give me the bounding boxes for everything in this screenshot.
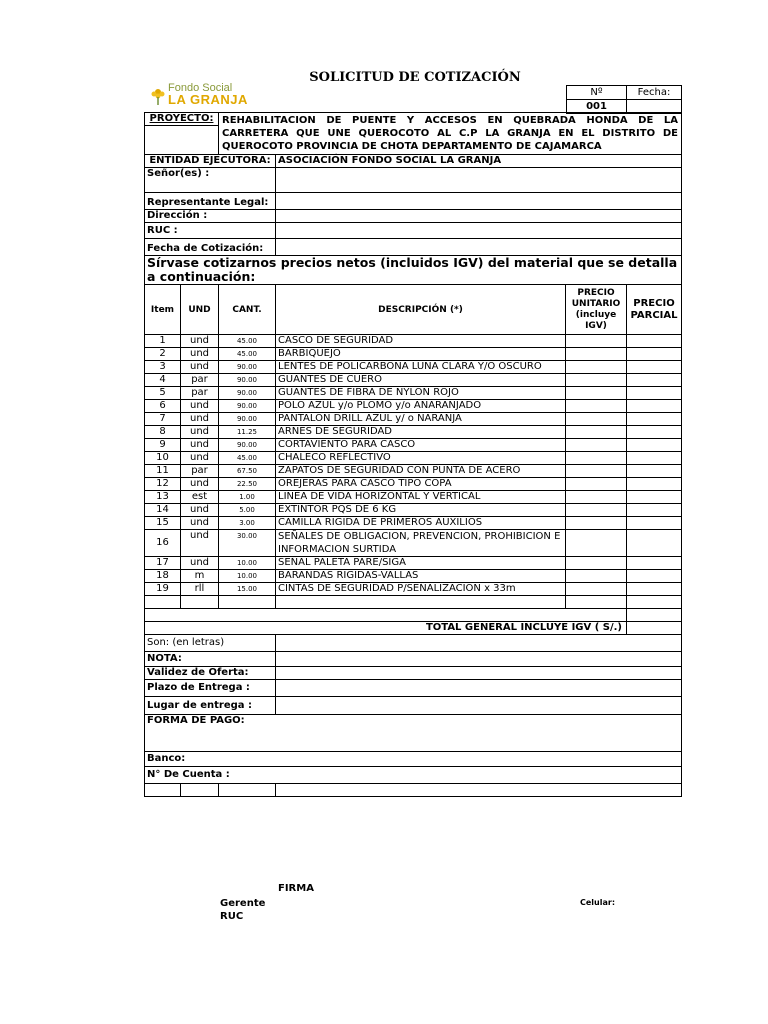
fecha-cotizacion-label: Fecha de Cotización: [145,239,276,256]
item-number: 3 [145,361,181,374]
item-unit: par [181,374,219,387]
item-partial-price[interactable] [627,504,682,517]
senor-label: Señor(es) : [145,168,276,193]
item-number: 12 [145,478,181,491]
item-number: 7 [145,413,181,426]
item-number: 11 [145,465,181,478]
senor-field[interactable] [276,168,682,193]
item-unit: und [181,478,219,491]
item-quantity: 3.00 [219,517,276,530]
item-partial-price[interactable] [627,413,682,426]
page-title: SOLICITUD DE COTIZACIÓN [309,70,521,85]
item-unit-price[interactable] [566,491,627,504]
item-partial-price[interactable] [627,374,682,387]
item-unit-price[interactable] [566,465,627,478]
item-unit-price[interactable] [566,583,627,596]
item-description: SEÑAL PALETA PARE/SIGA [276,557,566,570]
item-number: 10 [145,452,181,465]
firma-label: FIRMA [278,883,314,894]
item-unit: rll [181,583,219,596]
item-unit-price[interactable] [566,557,627,570]
item-description: CAMILLA RIGIDA DE PRIMEROS AUXILIOS [276,517,566,530]
item-unit: und [181,504,219,517]
item-partial-price[interactable] [627,517,682,530]
item-unit-price[interactable] [566,570,627,583]
proyecto-value: REHABILITACION DE PUENTE Y ACCESOS EN QUEBRADA HONDA DE LA CARRETERA QUE UNE QUEROCOTO AL C.P LA GRANJA EN EL DISTRITO DE QUEROCOTO PROVINCIA DE CHOTA DEPARTAMENTO DE CAJAMARCA [219,113,682,155]
item-quantity: 45.00 [219,452,276,465]
direccion-label: Dirección : [145,210,276,223]
item-unit-price[interactable] [566,361,627,374]
table-row [145,335,682,348]
col-precio-unitario: PRECIO UNITARIO (incluye IGV) [566,285,627,335]
item-description: ZAPATOS DE SEGURIDAD CON PUNTA DE ACERO [276,465,566,478]
item-unit-price[interactable] [566,348,627,361]
entidad-value: ASOCIACIÓN FONDO SOCIAL LA GRANJA [276,155,682,168]
item-quantity: 67.50 [219,465,276,478]
item-quantity: 90.00 [219,413,276,426]
items-body [145,335,682,609]
flower-icon [150,86,166,106]
item-description: POLO AZUL y/o PLOMO y/o ANARANJADO [276,400,566,413]
lugar-field[interactable] [276,697,682,715]
number-box [566,85,682,114]
item-partial-price[interactable] [627,570,682,583]
item-unit: und [181,439,219,452]
table-row [145,400,682,413]
item-unit-price[interactable] [566,335,627,348]
ruc-field[interactable] [276,223,682,239]
table-row [145,374,682,387]
col-item: Item [145,285,181,335]
celular-label: Celular: [580,898,616,907]
logo-top-text: Fondo Social [168,82,233,94]
quotation-table [144,112,682,797]
logo [150,82,260,110]
item-partial-price[interactable] [627,465,682,478]
item-number: 16 [145,530,181,557]
item-partial-price[interactable] [627,426,682,439]
empty-cell [627,596,682,609]
table-row [145,439,682,452]
empty-cell [276,596,566,609]
item-unit-price[interactable] [566,478,627,491]
blank-cell [627,609,682,622]
logo-bottom-text: LA GRANJA [168,92,248,107]
item-number: 14 [145,504,181,517]
item-unit-price[interactable] [566,530,627,557]
empty-cell [276,784,682,797]
item-partial-price[interactable] [627,387,682,400]
son-field[interactable] [276,635,682,652]
ruc-signature-label: RUC [220,911,244,922]
item-quantity: 90.00 [219,439,276,452]
item-quantity: 90.00 [219,387,276,400]
cuenta-label: N° De Cuenta : [145,767,682,784]
item-partial-price[interactable] [627,491,682,504]
table-row [145,504,682,517]
item-quantity: 1.00 [219,491,276,504]
item-unit-price[interactable] [566,400,627,413]
item-unit-price[interactable] [566,426,627,439]
item-quantity: 90.00 [219,400,276,413]
table-row [145,570,682,583]
item-quantity: 10.00 [219,570,276,583]
empty-cell [219,784,276,797]
col-precio-parcial: PRECIO PARCIAL [627,285,682,335]
ruc-label: RUC : [145,223,276,239]
proyecto-spacer [145,126,219,155]
item-unit: und [181,335,219,348]
item-partial-price[interactable] [627,557,682,570]
item-unit-price[interactable] [566,413,627,426]
item-description: BARANDAS RIGIDAS-VALLAS [276,570,566,583]
nota-label: NOTA: [145,652,276,667]
item-description: BARBIQUEJO [276,348,566,361]
intro-text: Sírvase cotizarnos precios netos (incluidos IGV) del material que se detalla a continuación: [145,256,682,285]
item-number: 8 [145,426,181,439]
item-unit-price[interactable] [566,387,627,400]
item-quantity: 5.00 [219,504,276,517]
item-unit: m [181,570,219,583]
item-partial-price[interactable] [627,335,682,348]
item-partial-price[interactable] [627,583,682,596]
item-partial-price[interactable] [627,452,682,465]
item-unit: und [181,557,219,570]
table-row [145,478,682,491]
item-unit: und [181,452,219,465]
item-number: 13 [145,491,181,504]
item-description: OREJERAS PARA CASCO TIPO COPA [276,478,566,491]
empty-cell [219,596,276,609]
item-description: GUANTES DE CUERO [276,374,566,387]
item-number: 5 [145,387,181,400]
empty-cell [181,596,219,609]
item-description: GUANTES DE FIBRA DE NYLON ROJO [276,387,566,400]
item-quantity: 90.00 [219,361,276,374]
item-description: SEÑALES DE OBLIGACION, PREVENCION, PROHIBICION E INFORMACION SURTIDA [276,530,566,557]
item-unit-price[interactable] [566,452,627,465]
empty-cell [566,596,627,609]
item-number: 6 [145,400,181,413]
item-number: 19 [145,583,181,596]
item-unit: und [181,413,219,426]
item-partial-price[interactable] [627,530,682,557]
item-unit: und [181,517,219,530]
plazo-label: Plazo de Entrega : [145,680,276,697]
blank-row [145,609,627,622]
gerente-label: Gerente [220,898,266,909]
table-row [145,413,682,426]
empty-cell [145,596,181,609]
table-row [145,465,682,478]
item-quantity: 90.00 [219,374,276,387]
total-label: TOTAL GENERAL INCLUYE IGV ( S/.) [145,622,627,635]
table-row [145,426,682,439]
table-row [145,387,682,400]
nota-field[interactable] [276,652,682,667]
col-und: UND [181,285,219,335]
item-description: EXTINTOR PQS DE 6 KG [276,504,566,517]
proyecto-label: PROYECTO: [145,113,219,126]
table-row [145,452,682,465]
table-row [145,557,682,570]
table-row [145,348,682,361]
item-description: CORTAVIENTO PARA CASCO [276,439,566,452]
item-unit-price[interactable] [566,517,627,530]
empty-cell [145,784,181,797]
item-number: 18 [145,570,181,583]
item-unit: und [181,530,219,557]
item-unit: par [181,465,219,478]
item-unit-price[interactable] [566,439,627,452]
direccion-field[interactable] [276,210,682,223]
item-quantity: 45.00 [219,348,276,361]
validez-label: Validez de Oferta: [145,667,276,680]
table-row [145,361,682,374]
item-quantity: 11.25 [219,426,276,439]
banco-label: Banco: [145,752,682,767]
item-description: ARNES DE SEGURIDAD [276,426,566,439]
item-unit: est [181,491,219,504]
item-unit: und [181,400,219,413]
item-number: 17 [145,557,181,570]
item-description: CASCO DE SEGURIDAD [276,335,566,348]
empty-cell [181,784,219,797]
item-number: 1 [145,335,181,348]
num-value: 001 [567,100,627,114]
item-unit: und [181,348,219,361]
son-label: Son: (en letras) [145,635,276,652]
item-number: 15 [145,517,181,530]
item-unit-price[interactable] [566,504,627,517]
num-label: Nº [567,86,627,100]
table-row [145,583,682,596]
item-description: LENTES DE POLICARBONA LUNA CLARA Y/O OSCURO [276,361,566,374]
plazo-field[interactable] [276,680,682,697]
item-quantity: 15.00 [219,583,276,596]
entidad-label: ENTIDAD EJECUTORA: [145,155,276,168]
table-row [145,530,682,557]
validez-field[interactable] [276,667,682,680]
fecha-cotizacion-field[interactable] [276,239,682,256]
item-unit-price[interactable] [566,374,627,387]
fecha-label: Fecha: [627,86,682,100]
item-unit: und [181,426,219,439]
item-partial-price[interactable] [627,361,682,374]
table-row [145,491,682,504]
item-quantity: 22.50 [219,478,276,491]
item-quantity: 30.00 [219,530,276,557]
item-description: LINEA DE VIDA HORIZONTAL Y VERTICAL [276,491,566,504]
total-value[interactable] [627,622,682,635]
item-unit: und [181,361,219,374]
item-partial-price[interactable] [627,348,682,361]
representante-field[interactable] [276,193,682,210]
forma-pago-label: FORMA DE PAGO: [145,715,682,752]
col-cant: CANT. [219,285,276,335]
lugar-label: Lugar de entrega : [145,697,276,715]
item-quantity: 45.00 [219,335,276,348]
item-partial-price[interactable] [627,478,682,491]
item-unit: par [181,387,219,400]
item-partial-price[interactable] [627,400,682,413]
item-description: CHALECO REFLECTIVO [276,452,566,465]
item-number: 2 [145,348,181,361]
representante-label: Representante Legal: [145,193,276,210]
item-quantity: 10.00 [219,557,276,570]
table-row [145,596,682,609]
item-number: 9 [145,439,181,452]
col-desc: DESCRIPCIÓN (*) [276,285,566,335]
item-description: PANTALON DRILL AZUL y/ o NARANJA [276,413,566,426]
item-partial-price[interactable] [627,439,682,452]
table-row [145,517,682,530]
item-number: 4 [145,374,181,387]
item-description: CINTAS DE SEGURIDAD P/SEÑALIZACION x 33m [276,583,566,596]
